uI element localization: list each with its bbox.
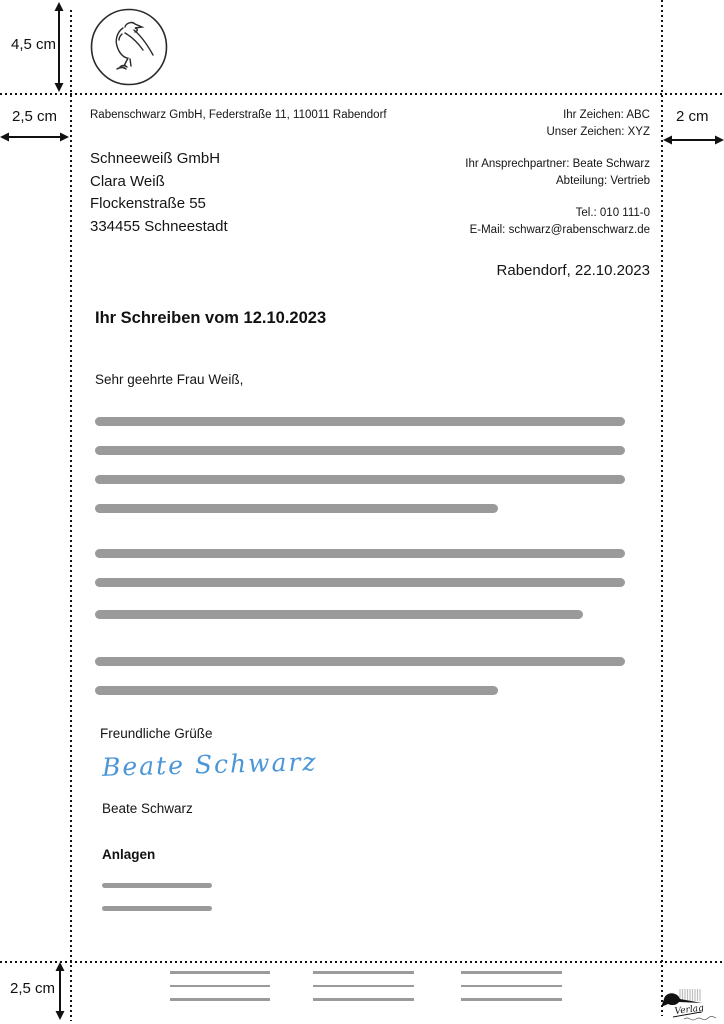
footer-placeholder-line [170,985,270,988]
reference-line: Ihr Zeichen: ABC [563,109,650,121]
right-margin-label: 2 cm [676,108,709,125]
contact-person-block [465,156,650,189]
recipient-address-block [90,148,228,238]
footer-placeholder-line [461,985,562,988]
contact-line: Ihr Ansprechpartner: Beate Schwarz [465,158,650,170]
publisher-watermark-icon [656,986,722,1022]
attachment-placeholder-bar [102,883,212,888]
tagline-script [684,1017,716,1021]
bottom-margin-guide-line [0,961,724,963]
communication-line: E-Mail: schwarz@rabenschwarz.de [469,223,650,236]
footer-placeholder-line [461,998,562,1001]
left-margin-guide-line [70,10,72,1021]
right-margin-arrow [663,133,724,147]
text-placeholder-bar [95,446,625,455]
reference-block [546,107,650,140]
communication-line: Tel.: 010 111-0 [575,207,650,219]
reference-line: Unser Zeichen: XYZ [546,125,650,138]
text-placeholder-bar [95,475,625,484]
communication-block [470,205,650,238]
raven-logo-icon [88,6,170,88]
subject-line: Ihr Schreiben vom 12.10.2023 [95,309,327,327]
footer-placeholder-line [170,971,270,974]
footer-placeholder-line [170,998,270,1001]
sender-return-address: Rabenschwarz GmbH, Federstraße 11, 110011 Rabendorf [90,109,387,121]
text-placeholder-bar [95,686,498,695]
bottom-margin-label: 2,5 cm [10,980,56,997]
recipient-address-line: 334455 Schneestadt [90,217,228,235]
footer-placeholder-line [461,971,562,974]
text-placeholder-bar [95,417,625,426]
text-placeholder-bar [95,657,625,666]
signature-printed-name: Beate Schwarz [102,801,193,816]
recipient-address-line: Schneeweiß GmbH [90,150,221,167]
text-placeholder-bar [95,610,583,619]
attachments-placeholder [102,883,212,929]
footer-column-2-placeholder [313,971,414,1012]
footer-column-1-placeholder [170,971,270,1012]
attachment-placeholder-bar [102,906,212,911]
body-paragraph-1-placeholder [95,417,625,533]
recipient-address-line: Flockenstraße 55 [90,195,206,212]
handwritten-signature: Beate Schwarz [101,747,318,782]
text-placeholder-bar [95,578,625,587]
left-margin-arrow [0,130,69,144]
attachments-heading: Anlagen [102,847,156,862]
top-margin-label: 4,5 cm [11,36,57,53]
footer-placeholder-line [313,971,414,974]
body-paragraph-2b-placeholder [95,610,625,639]
footer-placeholder-line [313,985,414,988]
top-margin-guide-line [0,93,724,95]
text-placeholder-bar [95,504,498,513]
bottom-margin-arrow [53,962,67,1020]
text-placeholder-bar [95,549,625,558]
salutation: Sehr geehrte Frau Weiß, [95,372,244,387]
recipient-address-line: Clara Weiß [90,172,165,190]
top-margin-arrow [52,2,66,92]
closing-phrase: Freundliche Grüße [100,726,213,741]
publisher-mark-text: Verlag [674,1003,705,1017]
left-margin-label: 2,5 cm [12,108,58,125]
place-and-date: Rabendorf, 22.10.2023 [496,262,650,279]
footer-column-3-placeholder [461,971,562,1012]
footer-placeholder-line [313,998,414,1001]
contact-line: Abteilung: Vertrieb [556,174,650,187]
body-paragraph-3-placeholder [95,657,625,715]
body-paragraph-2-placeholder [95,549,625,607]
right-margin-guide-line [661,0,663,1016]
